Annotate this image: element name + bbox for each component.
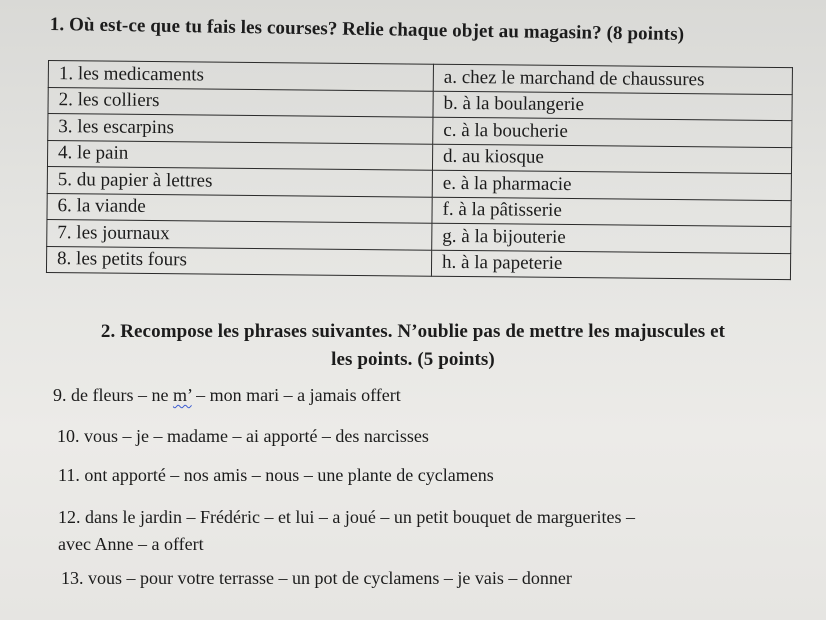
exercise-2-title: [0, 318, 826, 374]
exercise-2-title-line-2: les points. (5 points): [331, 349, 495, 370]
item-cell: 1. les medicaments: [48, 61, 433, 91]
item-cell: 4. le pain: [47, 140, 432, 170]
item-cell: 8. les petits fours: [46, 246, 431, 276]
sentence-9-part-b: – mon mari – a jamais offert: [191, 385, 401, 405]
sentence-13: 13. vous – pour votre terrasse – un pot de cyclamens – je vais – donner: [61, 568, 572, 588]
shop-cell: c. à la boucherie: [433, 117, 792, 147]
item-cell: 3. les escarpins: [48, 114, 433, 144]
shop-cell: a. chez le marchand de chaussures: [433, 64, 792, 94]
shop-cell: e. à la pharmacie: [432, 170, 791, 200]
shop-cell: f. à la pâtisserie: [432, 197, 791, 227]
exercise-1-title: 1. Où est-ce que tu fais les courses? Relie chaque objet au magasin? (8 points): [49, 14, 685, 45]
item-cell: 2. les colliers: [48, 87, 433, 117]
shop-cell: h. à la papeterie: [431, 250, 790, 280]
sentence-9: [53, 385, 401, 406]
item-cell: 7. les journaux: [47, 219, 432, 249]
sentence-11: 11. ont apporté – nos amis – nous – une plante de cyclamens: [58, 465, 494, 485]
sentence-10: 10. vous – je – madame – ai apporté – des narcisses: [57, 426, 429, 446]
item-cell: 5. du papier à lettres: [47, 166, 432, 196]
matching-table: [46, 60, 793, 280]
shop-cell: g. à la bijouterie: [432, 223, 791, 253]
shop-cell: d. au kiosque: [432, 144, 791, 174]
sentence-12-line-1: 12. dans le jardin – Frédéric – et lui – a joué – un petit bouquet de marguerites –: [58, 507, 636, 527]
sentence-12: [58, 504, 635, 558]
spellcheck-marked-word: m’: [172, 385, 192, 405]
sentence-9-part-a: 9. de fleurs – ne: [53, 385, 173, 405]
item-cell: 6. la viande: [47, 193, 432, 223]
shop-cell: b. à la boulangerie: [433, 91, 792, 121]
exercise-2-title-line-1: 2. Recompose les phrases suivantes. N’oublie pas de mettre les majuscules et: [100, 321, 726, 342]
sentence-12-line-2: avec Anne – a offert: [58, 534, 204, 554]
